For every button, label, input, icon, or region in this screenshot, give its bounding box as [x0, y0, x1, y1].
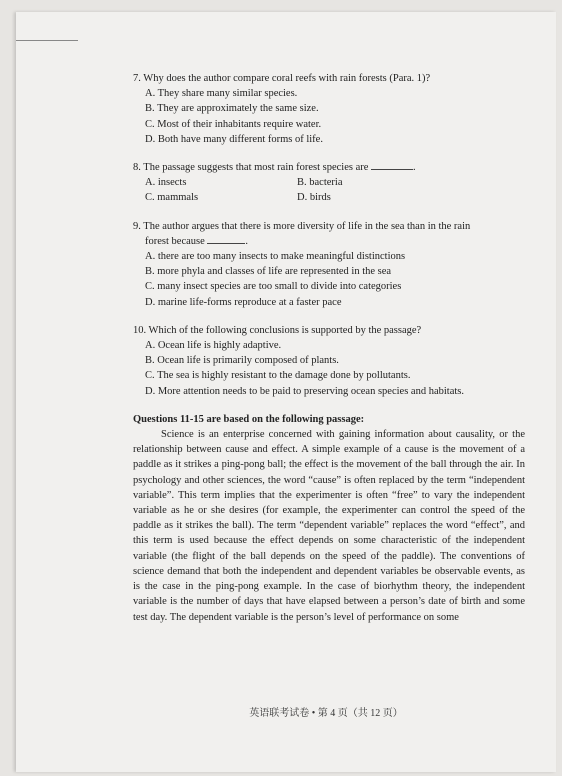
question-stem-continuation: [133, 234, 525, 249]
option-d: D. More attention needs to be paid to preserving ocean species and habitats.: [145, 385, 464, 397]
stem-text: 8. The passage suggests that most rain forest species are: [133, 162, 369, 174]
options-row: [133, 190, 525, 205]
option-c: C. mammals: [145, 192, 199, 204]
option-b: B. They are approximately the same size.: [145, 103, 319, 115]
option-b: B. more phyla and classes of life are represented in the sea: [145, 266, 392, 278]
option-a: A. there are too many insects to make meaningful distinctions: [145, 251, 406, 263]
question-10: [133, 323, 525, 399]
question-stem: 7. Why does the author compare coral reefs with rain forests (Para. 1)?: [133, 73, 431, 84]
option-d: D. marine life-forms reproduce at a faster pace: [145, 296, 342, 308]
question-7: [133, 71, 525, 147]
page-edge-line: [16, 40, 78, 41]
question-stem: 9. The author argues that there is more diversity of life in the sea than in the rain: [133, 220, 471, 232]
page-footer: 英语联考试卷 • 第 4 页（共 12 页）: [249, 708, 403, 719]
section-title: Questions 11-15 are based on the following passage:: [133, 413, 365, 425]
option-a: A. insects: [145, 177, 187, 189]
option-d: D. birds: [297, 192, 331, 204]
question-9: [133, 219, 525, 310]
answer-blank: [371, 160, 413, 170]
option-c: C. The sea is highly resistant to the damage done by pollutants.: [145, 370, 411, 382]
stem-end: .: [245, 235, 249, 247]
option-c: C. many insect species are too small to divide into categories: [145, 281, 402, 293]
option-c: C. Most of their inhabitants require water.: [145, 118, 322, 130]
question-stem: [133, 160, 525, 175]
answer-blank: [207, 234, 245, 244]
question-8: [133, 160, 525, 206]
option-b: B. Ocean life is primarily composed of plants.: [145, 355, 339, 367]
page-content: [133, 71, 525, 625]
option-d: D. Both have many different forms of life.: [145, 133, 323, 145]
option-a: A. Ocean life is highly adaptive.: [145, 340, 282, 352]
stem-end: .: [413, 162, 416, 174]
stem-text: forest because: [145, 235, 205, 247]
option-b: B. bacteria: [297, 177, 343, 189]
reading-passage: Science is an enterprise concerned with gaining information about causality, or the relationship between cause and effect. A simple example of a cause is the movement of a paddle as it strikes a ping-pong ball; the effect is the movement of the ball through the air. In psychology and other sciences, the word “cause” is often replaced by the term “independent variable”. This term implies that the experimenter is often “free” to vary the independent variable as he or she desires (for example, the experimenter can control the speed of the paddle as it strikes the ball). The term “dependent variable” replaces the word “effect”, and this term is used because the effect depends on some characteristic of the independent variable (the flight of the ball depends on the speed of the paddle). The conventions of science demand that both the independent and dependent variables be observable events, as is the case in the ping-pong example. In the case of biorhythm theory, the independent variable is the number of days that have elapsed between a person’s date of birth and some test day. The dependent variable is the person’s level of performance on some: [133, 429, 525, 623]
options-row: [133, 175, 525, 190]
option-a: A. They share many similar species.: [145, 88, 298, 100]
question-stem: 10. Which of the following conclusions is supported by the passage?: [133, 324, 422, 336]
